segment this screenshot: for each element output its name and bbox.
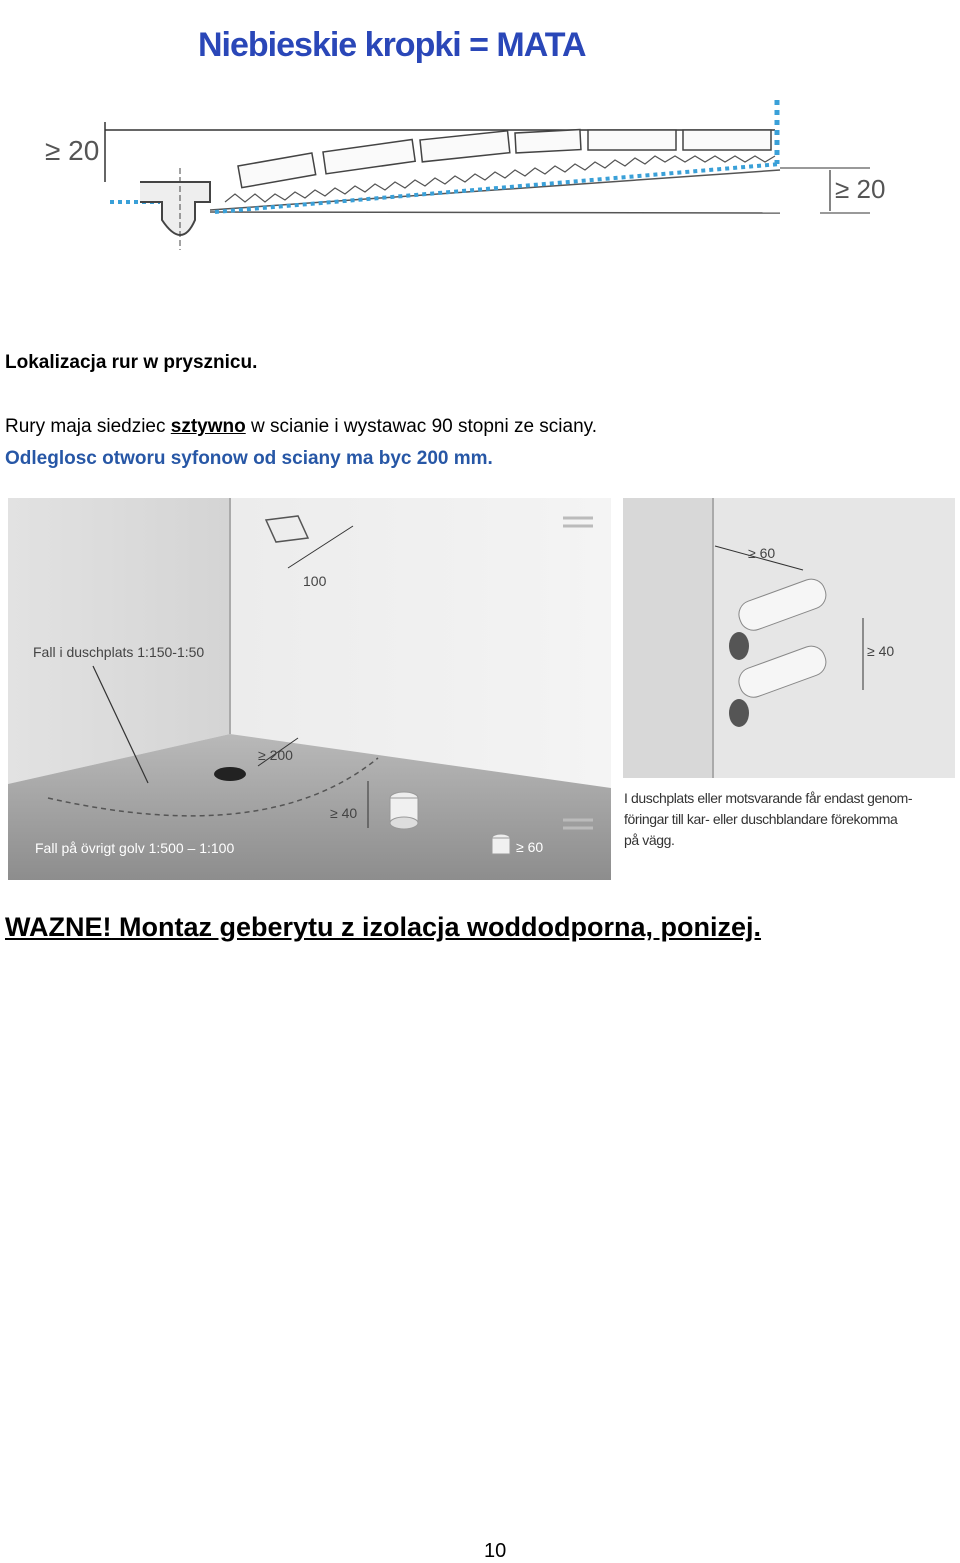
dim-40-label: ≥ 40: [330, 805, 358, 821]
swedish-caption: [624, 788, 912, 851]
caption-line: på vägg.: [624, 832, 675, 848]
pipe-instruction: [5, 416, 597, 438]
bathroom-corner-figure: [8, 498, 611, 880]
dim-right-label: ≥ 20: [835, 174, 886, 204]
slope-shower-label: Fall i duschplats 1:150-1:50: [33, 644, 205, 660]
dim-left-label: ≥ 20: [45, 135, 100, 166]
caption-line: föringar till kar- eller duschblandare förekomma: [624, 811, 898, 827]
pipe-spacing-60-label: ≥ 60: [748, 545, 776, 561]
cross-section-diagram: [40, 90, 890, 260]
figure-title: Niebieskie kropki = MATA: [198, 26, 586, 64]
wall-pipes-figure: [623, 498, 955, 778]
slope-floor-label: Fall på övrigt golv 1:500 – 1:100: [35, 840, 235, 856]
caption-line: I duschplats eller motsvarande får endast genom-: [624, 790, 913, 806]
pipe-instruction-start: Rury maja siedziec: [5, 416, 171, 437]
emphasis-rigid: sztywno: [170, 416, 246, 437]
dim-60-label: ≥ 60: [516, 839, 544, 855]
notice-text: Montaz geberytu z izolacja woddodporna, ponizej.: [111, 912, 762, 942]
pipe-instruction-end: w scianie i wystawac 90 stopni ze sciany.: [245, 416, 598, 437]
section-heading: Lokalizacja rur w prysznicu.: [5, 352, 258, 373]
drain-distance-note: Odleglosc otworu syfonow od sciany ma byc 200 mm.: [5, 448, 493, 469]
dim-200-label: ≥ 200: [258, 747, 293, 763]
important-notice: [5, 912, 761, 943]
page-number: 10: [484, 1540, 507, 1562]
dim-100-label: 100: [303, 573, 327, 589]
pipe-spacing-40-label: ≥ 40: [867, 643, 895, 659]
notice-prefix: WAZNE!: [5, 912, 112, 942]
